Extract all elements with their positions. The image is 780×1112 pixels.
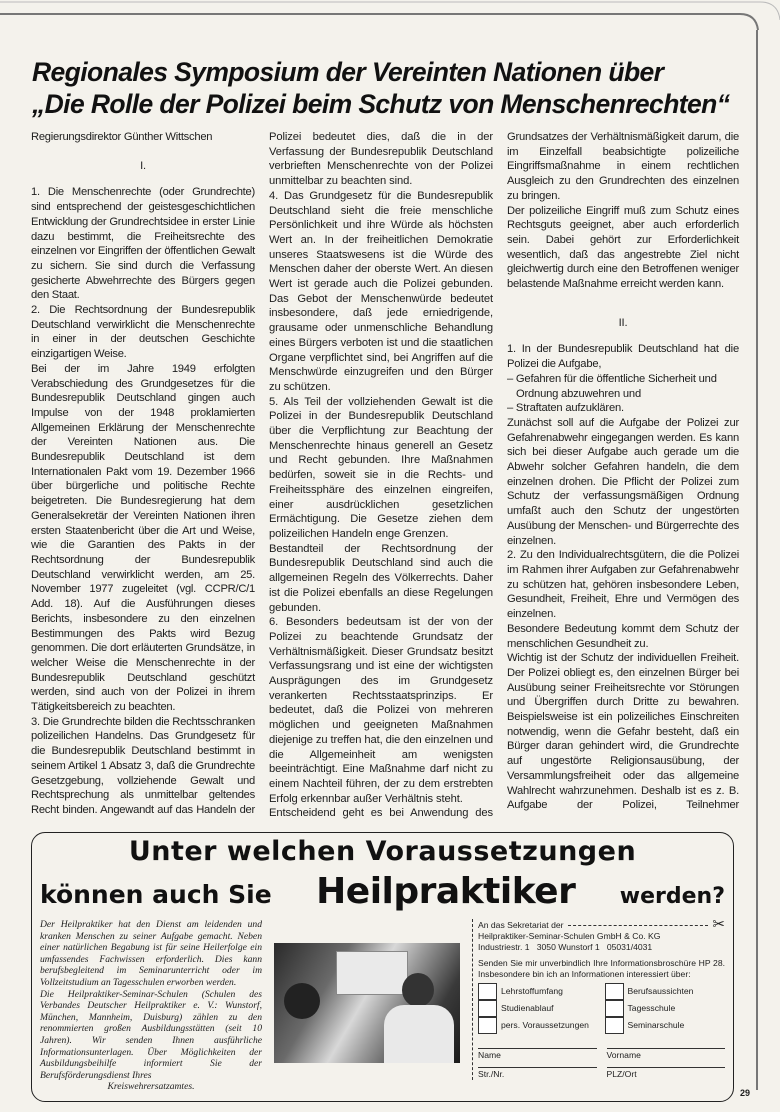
paragraph: Entscheidend geht es bei Anwendung des	[269, 807, 493, 820]
title-line-1: Regionales Symposium der Vereinten Nationen über	[32, 57, 664, 87]
article-column-2	[269, 130, 493, 821]
paragraph: Besondere Bedeutung kommt dem Schutz der menschlichen Gesundheit zu.	[507, 622, 739, 650]
street-field[interactable]: Str./Nr.	[478, 1067, 597, 1080]
paragraph: Bei der im Jahre 1949 erfolgten Verabschiedung des Grundgesetzes für die Bundesrepublik Deutschland gingen auch Impulse von der 1948 proklamierten Allgemeinen Erklärung der Menschenrechte der Vereinten Nationen aus. Die Bundesrepublik Deutschland ist dem Internationalen Pakt vom 19. Dezember 1966 über bürgerliche und politische Rechte beigetreten. Die Bundesregierung hat dem Generalsekretär der Vereinten Nationen ihren ersten Staatenbericht über die Art und Weise, wie die Garantien des Pakts in der Rechtsordnung der Bundesrepublik Deutschland verwirklicht werden, am 25. November 1977 zugeleitet (vgl. CCPR/C/1 Add. 18). Auf die Ausführungen dieses Berichts, insbesondere zu den einzelnen Bestimmungen des Pakts wird Bezug genommen. Die dort erläuterten Grundsätze, in welcher Weise die Menschenrechte in der Bundesrepublik Deutschland geschützt werden, sind auch von der Polizei in ihrem Tätigkeitsbereich zu beachten.	[31, 362, 255, 714]
photo-white-coat	[384, 1005, 454, 1063]
paragraph: 2. Zu den Individualrechtsgütern, die die Polizei im Rahmen ihrer Aufgaben zur Gefahrenabwehr zu schützen hat, gehören insbesondere Leben, Gesundheit, Freiheit, Ehre und Vermögen des einzelnen.	[507, 549, 739, 621]
section-heading-1: I.	[140, 159, 146, 172]
paragraph: 4. Das Grundgesetz für die Bundesrepublik Deutschland sieht die freie menschliche Persönlichkeit und ihre Würde als höchsten Wert an. In der freiheitlichen Demokratie unseres Staatswesens ist die Würde des Menschen daher der oberste Wert. An diesen Wert ist gerade auch die Polizei gebunden. Das Gebot der Menschenwürde bedeutet insbesondere, daß jede erniedrigende, grausame oder unmenschliche Behandlung eines Bürgers verboten ist und die staatlichen Organe verpflichtet sind, bei Angriffen auf die Menschwürde einzugreifen und den Bürger zu schützen.	[269, 189, 493, 393]
ad-paragraph: Der Heilpraktiker hat den Dienst am leidenden und kranken Menschen zu seiner Aufgabe gemacht. Neben einer natürlichen Begabung ist für seine Heilerfolge ein umfassendes Fachwissen erforderlich. Dies kann berufsbegleitend im Seminarunterricht oder im Vollzeitstudium an Tagesschulen erworben werden.	[40, 919, 262, 988]
address-line: Industriestr. 1 3050 Wunstorf 1 05031/4031	[478, 942, 653, 952]
page-header-band	[0, 0, 780, 30]
photo-lightbox	[336, 951, 408, 995]
ad-body-text	[40, 919, 262, 1093]
photo-person	[402, 973, 434, 1007]
ad-body	[40, 916, 725, 1093]
section-heading-2: II.	[618, 316, 628, 329]
checkbox[interactable]	[478, 1017, 497, 1034]
checkbox-berufsaussichten[interactable]	[605, 983, 726, 1000]
advertisement-heilpraktiker	[31, 832, 734, 1102]
checkbox-voraussetzungen[interactable]	[478, 1017, 599, 1034]
list-item: – Gefahren für die öffentliche Sicherheit und Ordnung abzuwehren und	[507, 372, 717, 400]
ad-photo	[274, 943, 460, 1063]
coupon-header	[478, 916, 725, 933]
paragraph: Zunächst soll auf die Aufgabe der Polizei zur Gefahrenabwehr eingegangen werden. Es kann sich bei dieser Aufgabe auch gerade um die Abwehr solcher Gefahren handeln, die dem einzelnen drohen. Die Pflicht der Polizei zum Schutz der verfassungsmäßigen Ordnung umfaßt auch den Schutz der ungestörten Ausübung der Menschen- und Bürgerrechte des einzelnen.	[507, 416, 739, 547]
paragraph: Wichtig ist der Schutz der individuellen Freiheit. Der Polizei obliegt es, den einzelnen Bürger bei Ausübung seiner Freiheitsrechte vor Störungen und Übergriffen durch Dritte zu bewahren. Beispielsweise ist ein polizeiliches Einschreiten notwendig, wenn die Gefahr besteht, daß ein Bürger daran gehindert wird, die Grundrechte auf ungestörte Religionsausübung, der Versammlungsfreiheit oder das allgemeine Wahlrecht wahrzunehmen. Deshalb ist es z. B. Aufgabe der Polizei, Teilnehmer	[507, 652, 739, 812]
paragraph: 2. Die Rechtsordnung der Bundesrepublik Deutschland verwirklicht die Menschenrechte in einer in der deutschen Geschichte einzigartigen Weise.	[31, 304, 255, 361]
checkbox-label: Tagesschule	[627, 1003, 676, 1013]
checkbox-label: Studienablauf	[501, 1003, 554, 1013]
ad-headline-1: Unter welchen Voraussetzungen	[128, 836, 637, 867]
paragraph: 3. Die Grundrechte bilden die Rechtsschranken polizeilichen Handelns. Das Grundgesetz für die Bundesrepublik Deutschland bestimmt in seinem Artikel 1 Absatz 3, daß die Grundrechte Gesetzgebung, vollziehende Gewalt und Rechtsprechung als unmittelbar geltendes Recht binden. Angewandt auf das Handeln der	[31, 715, 255, 816]
paragraph: 1. In der Bundesrepublik Deutschland hat die Polizei die Aufgabe,	[507, 343, 739, 371]
right-margin-rule	[756, 30, 758, 1090]
author: Regierungsdirektor Günther Wittschen	[31, 131, 213, 143]
vorname-field[interactable]: Vorname	[607, 1048, 726, 1061]
address-line: An das Sekretariat der	[478, 919, 564, 930]
page-number: 29	[740, 1088, 751, 1098]
paragraph: 6. Besonders bedeutsam ist der von der Polizei zu beachtende Grundsatz der Verhältnismäßigkeit. Dieser Grundsatz besitzt Verfassungsrang und ist eine der wichtigsten Ausprägungen des im Grundgesetz verankerten Rechtsstaatsprinzips. Er bedeutet, daß die Polizei von mehreren möglichen und geeigneten Maßnahmen diejenige zu treffen hat, die den einzelnen und die Allgemeinheit am wenigsten beeinträchtigt. Eine Maßnahme darf nicht zu einem Nachteil führen, der zu dem erstrebten Erfolg erkennbar außer Verhältnis steht.	[269, 616, 493, 805]
ad-headline-2c: werden?	[619, 884, 725, 909]
paragraph: Polizei bedeutet dies, daß die in der Verfassung der Bundesrepublik Deutschland verbrieften Menschenrechte von der Polizei unmittelbar zu beachten sind.	[269, 131, 493, 188]
checkbox-label: Seminarschule	[627, 1020, 685, 1030]
name-field[interactable]: Name	[478, 1048, 597, 1061]
article-title	[32, 56, 750, 120]
paragraph: Der polizeiliche Eingriff muß zum Schutz eines Rechtsguts geeignet, aber auch erforderlich sein. Dabei gehört zur Erforderlichkeit wesentlich, daß das angestrebte Ziel nicht gleichwertig durch eine den Betroffenen weniger belastende Maßnahme erreicht werden kann.	[507, 204, 739, 291]
checkbox[interactable]	[478, 1000, 497, 1017]
checkbox[interactable]	[605, 1000, 624, 1017]
checkbox-lehrstoffumfang[interactable]	[478, 983, 599, 1000]
list-item: – Straftaten aufzuklären.	[507, 402, 624, 415]
checkbox[interactable]	[605, 983, 624, 1000]
ad-paragraph: Kreiswehrersatzamtes.	[107, 1081, 195, 1093]
checkbox-studienablauf[interactable]	[478, 1000, 599, 1017]
order-coupon	[472, 916, 725, 1080]
paragraph: 1. Die Menschenrechte (oder Grundrechte) sind entsprechend der geistesgeschichtlichen Entwicklung der Grundrechtsidee in erster Linie dazu bestimmt, die Freiheitsrechte des einzelnen vor Eingriffen der öffentlichen Gewalt zu sichern. Sie sind durch die Verfassung gesicherte Abwehrrechte des Bürgers gegen den Staat.	[31, 186, 255, 302]
paragraph: 5. Als Teil der vollziehenden Gewalt ist die Polizei in der Bundesrepublik Deutschland über die Verpflichtung zur Beachtung der Menschenrechte hinaus generell an Gesetz und Recht gebunden. Ihre Maßnahmen bedürfen, soweit sie in die Rechts- und Freiheitssphäre des einzelnen eingreifen, einer ausdrücklichen gesetzlichen Ermächtigung. Die Gesetze ziehen dem polizeilichen Handeln enge Grenzen.	[269, 395, 493, 540]
city-field[interactable]: PLZ/Ort	[607, 1067, 726, 1080]
article-column-3	[507, 130, 739, 813]
checkbox-label: pers. Voraussetzungen	[501, 1020, 589, 1030]
ad-paragraph: Die Heilpraktiker-Seminar-Schulen (Schulen des Verbandes Deutscher Heilpraktiker e. V.: Wunstorf, München, Mannheim, Duisburg) zählen zu den renommierten großen Ausbildungsstätten (seit 10 Jahren). Wir senden Ihnen ausführliche Informationsunterlagen. Über Möglichkeiten der Ausbildungsbeihilfe informiert Sie der Berufsförderungsdienst Ihres	[40, 988, 262, 1081]
photo-person	[284, 983, 320, 1019]
coupon-request-text: Senden Sie mir unverbindlich Ihre Informationsbroschüre HP 28. Insbesondere bin ich an Informationen interessiert über:	[478, 958, 725, 979]
checkbox-tagesschule[interactable]	[605, 1000, 726, 1017]
checkbox[interactable]	[478, 983, 497, 1000]
article-column-1	[31, 130, 255, 818]
title-line-2: „Die Rolle der Polizei beim Schutz von Menschenrechten“	[32, 89, 730, 119]
checkbox-seminarschule[interactable]	[605, 1017, 726, 1034]
checkbox[interactable]	[605, 1017, 624, 1034]
coupon-options	[478, 983, 725, 1034]
ad-headline-2a: können auch Sie	[40, 880, 272, 909]
paragraph: Grundsatzes der Verhältnismäßigkeit darum, die im Einzelfall beabsichtigte polizeiliche Eingriffsmaßnahme in einem rechtlichen Ausgleich zu den Grundrechten des einzelnen zu bringen.	[507, 131, 739, 202]
checkbox-label: Lehrstoffumfang	[501, 986, 563, 996]
address-line: Heilpraktiker-Seminar-Schulen GmbH & Co. KG	[478, 931, 661, 941]
paragraph: Bestandteil der Rechtsordnung der Bundesrepublik Deutschland sind auch die allgemeinen Regeln des Völkerrechts. Daher ist die Polizei ebenfalls an diese Regelungen gebunden.	[269, 542, 493, 614]
ad-headline-heilpraktiker: Heilpraktiker	[316, 871, 576, 912]
scissors-icon: ✂	[712, 916, 725, 933]
checkbox-label: Berufsaussichten	[627, 986, 694, 996]
cut-line-horizontal	[568, 925, 709, 926]
ad-headline-2	[40, 871, 725, 913]
coupon-fields	[478, 1048, 725, 1080]
